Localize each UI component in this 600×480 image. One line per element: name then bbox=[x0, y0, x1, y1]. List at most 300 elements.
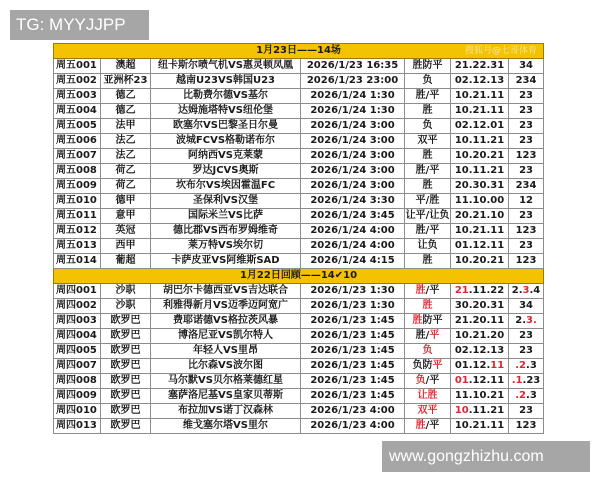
kickoff-time bbox=[301, 344, 405, 359]
goals-pick-goals-post: .3 bbox=[526, 390, 537, 401]
league-league: 意甲 bbox=[115, 210, 136, 221]
score-pick-score: 21.22.31 bbox=[454, 60, 505, 71]
pick bbox=[405, 149, 451, 164]
kickoff-time bbox=[301, 209, 405, 224]
goals-pick-goals-red0: .2 bbox=[515, 390, 527, 401]
section-title: 1月22日回顾——14✔10 bbox=[239, 270, 358, 281]
goals-pick bbox=[509, 344, 544, 359]
goals-pick-goals: 23 bbox=[519, 90, 533, 101]
league bbox=[101, 164, 151, 179]
pick-pick: 让负 bbox=[417, 240, 438, 251]
match-name bbox=[151, 104, 301, 119]
league bbox=[101, 59, 151, 74]
league-league: 葡超 bbox=[115, 255, 136, 266]
league-league: 西甲 bbox=[115, 240, 136, 251]
pick-pick: 负 bbox=[422, 75, 433, 86]
match-id bbox=[54, 404, 101, 419]
match-name bbox=[151, 149, 301, 164]
kickoff-time-time: 2026/1/24 3:30 bbox=[310, 195, 395, 206]
goals-pick bbox=[509, 209, 544, 224]
match-id-id: 周五012 bbox=[56, 225, 97, 236]
kickoff-time bbox=[301, 59, 405, 74]
match-id bbox=[54, 179, 101, 194]
kickoff-time-time: 2026/1/24 1:30 bbox=[310, 90, 395, 101]
score-pick-score: 20.30.31 bbox=[454, 180, 505, 191]
kickoff-time bbox=[301, 359, 405, 374]
match-name-match: 利雅得新月VS迈季迈阿宽广 bbox=[163, 300, 288, 311]
score-pick bbox=[451, 254, 509, 269]
score-pick bbox=[451, 179, 509, 194]
match-name-match: 费耶诺德VS格拉茨风暴 bbox=[173, 315, 278, 326]
pick bbox=[405, 359, 451, 374]
table-row bbox=[54, 89, 544, 104]
score-pick-score-red: 01 bbox=[454, 375, 469, 386]
match-name bbox=[151, 89, 301, 104]
score-pick bbox=[451, 239, 509, 254]
kickoff-time-time: 2026/1/24 4:00 bbox=[310, 240, 395, 251]
score-pick-score-rest: 10.21.11 bbox=[454, 420, 505, 431]
league-league: 法乙 bbox=[115, 150, 136, 161]
league bbox=[101, 254, 151, 269]
match-name-match: 坎布尔VS埃因霍温FC bbox=[175, 180, 276, 191]
match-id bbox=[54, 254, 101, 269]
match-name bbox=[151, 179, 301, 194]
league bbox=[101, 149, 151, 164]
kickoff-time bbox=[301, 419, 405, 434]
match-name-match: 卡萨皮亚VS阿维斯SAD bbox=[171, 255, 280, 266]
pick bbox=[405, 164, 451, 179]
goals-pick bbox=[509, 164, 544, 179]
kickoff-time bbox=[301, 314, 405, 329]
goals-pick-goals: 23 bbox=[519, 135, 533, 146]
league bbox=[101, 404, 151, 419]
pick-pick-red: 胜 bbox=[412, 315, 423, 326]
pick-pick: 让平/让负 bbox=[405, 210, 450, 221]
kickoff-time bbox=[301, 164, 405, 179]
table-row bbox=[54, 134, 544, 149]
score-pick bbox=[451, 59, 509, 74]
pick-pick-red: 胜 bbox=[415, 285, 426, 296]
kickoff-time-time: 2026/1/24 3:00 bbox=[310, 150, 395, 161]
score-pick bbox=[451, 299, 509, 314]
league bbox=[101, 224, 151, 239]
goals-pick-goals-post: .3 bbox=[526, 360, 537, 371]
score-pick-score: 01.12.11 bbox=[454, 240, 505, 251]
match-id-id: 周四008 bbox=[56, 375, 97, 386]
table-row bbox=[54, 59, 544, 74]
league-league: 德乙 bbox=[115, 105, 136, 116]
pick bbox=[405, 134, 451, 149]
pick bbox=[405, 194, 451, 209]
goals-pick bbox=[509, 119, 544, 134]
kickoff-time-time: 2026/1/23 16:35 bbox=[306, 60, 399, 71]
kickoff-time bbox=[301, 239, 405, 254]
table-row bbox=[54, 329, 544, 344]
league bbox=[101, 179, 151, 194]
match-id-id: 周四001 bbox=[56, 285, 97, 296]
score-pick-score: 10.21.11 bbox=[454, 90, 505, 101]
league bbox=[101, 104, 151, 119]
score-pick bbox=[451, 344, 509, 359]
pick-pick: 平/胜 bbox=[415, 195, 440, 206]
match-id bbox=[54, 164, 101, 179]
section-header-cell bbox=[54, 44, 544, 59]
goals-pick-goals: 23 bbox=[519, 165, 533, 176]
match-name bbox=[151, 329, 301, 344]
pick bbox=[405, 299, 451, 314]
goals-pick bbox=[509, 329, 544, 344]
league bbox=[101, 314, 151, 329]
league bbox=[101, 89, 151, 104]
league-league: 英冠 bbox=[115, 225, 136, 236]
league-league: 荷乙 bbox=[115, 180, 136, 191]
goals-pick bbox=[509, 359, 544, 374]
kickoff-time-time: 2026/1/23 1:30 bbox=[310, 285, 395, 296]
table-row bbox=[54, 224, 544, 239]
match-id-id: 周五014 bbox=[56, 255, 97, 266]
match-id-id: 周五008 bbox=[56, 165, 97, 176]
score-pick bbox=[451, 194, 509, 209]
kickoff-time bbox=[301, 284, 405, 299]
pick bbox=[405, 59, 451, 74]
score-pick-score-rest: 21.20.11 bbox=[454, 315, 505, 326]
goals-pick-goals: 234 bbox=[515, 180, 537, 191]
goals-pick-goals: 23 bbox=[519, 105, 533, 116]
score-pick-score-rest: 02.12.13 bbox=[454, 345, 505, 356]
kickoff-time-time: 2026/1/23 1:45 bbox=[310, 345, 395, 356]
goals-pick-goals: 123 bbox=[515, 150, 537, 161]
score-pick-score-rest: 10.21.20 bbox=[454, 330, 505, 341]
match-table bbox=[53, 43, 544, 434]
league bbox=[101, 134, 151, 149]
goals-pick-goals-post: .4 bbox=[529, 285, 541, 296]
goals-pick-goals: 234 bbox=[515, 75, 537, 86]
match-id bbox=[54, 74, 101, 89]
league bbox=[101, 209, 151, 224]
league bbox=[101, 299, 151, 314]
table-row bbox=[54, 194, 544, 209]
kickoff-time bbox=[301, 329, 405, 344]
pick-pick-red: 双平 bbox=[417, 405, 438, 416]
match-name bbox=[151, 299, 301, 314]
source-watermark: 搜狐号@七哥体育 bbox=[465, 46, 538, 56]
goals-pick bbox=[509, 239, 544, 254]
league-league: 欧罗巴 bbox=[110, 330, 141, 341]
league-league: 欧罗巴 bbox=[110, 390, 141, 401]
goals-pick-goals-red: 3. bbox=[526, 315, 537, 326]
score-pick-score-red: 21 bbox=[454, 285, 469, 296]
match-name-match: 胡巴尔卡德西亚VS吉达联合 bbox=[163, 285, 288, 296]
match-id bbox=[54, 374, 101, 389]
match-id-id: 周四009 bbox=[56, 390, 97, 401]
kickoff-time-time: 2026/1/24 4:00 bbox=[310, 225, 395, 236]
pick-pick: 胜 bbox=[422, 105, 433, 116]
section-title: 1月23日——14场 bbox=[256, 45, 341, 56]
goals-pick bbox=[509, 89, 544, 104]
match-name-match: 马尔默VS贝尔格莱德红星 bbox=[168, 375, 283, 386]
kickoff-time-time: 2026/1/24 3:00 bbox=[310, 180, 395, 191]
goals-pick-goals: 123 bbox=[515, 255, 537, 266]
match-name bbox=[151, 224, 301, 239]
match-id-id: 周四010 bbox=[56, 405, 97, 416]
pick-pick-rest: /平 bbox=[425, 285, 440, 296]
match-name bbox=[151, 344, 301, 359]
match-id-id: 周四005 bbox=[56, 345, 97, 356]
kickoff-time-time: 2026/1/23 1:45 bbox=[310, 375, 395, 386]
league-league: 法乙 bbox=[115, 135, 136, 146]
match-name-match: 圣保利VS汉堡 bbox=[193, 195, 258, 206]
league-league: 德乙 bbox=[115, 90, 136, 101]
table-row bbox=[54, 389, 544, 404]
table-row bbox=[54, 299, 544, 314]
league-league: 法甲 bbox=[115, 120, 136, 131]
table-row bbox=[54, 119, 544, 134]
match-name-match: 布拉加VS诺丁汉森林 bbox=[178, 405, 273, 416]
score-pick-score: 10.20.21 bbox=[454, 150, 505, 161]
match-id bbox=[54, 344, 101, 359]
goals-pick bbox=[509, 194, 544, 209]
match-name-match: 塞萨洛尼基VS皇家贝蒂斯 bbox=[168, 390, 283, 401]
kickoff-time-time: 2026/1/23 1:45 bbox=[310, 360, 395, 371]
goals-pick-goals: 23 bbox=[519, 240, 533, 251]
kickoff-time-time: 2026/1/24 3:00 bbox=[310, 120, 395, 131]
goals-pick-goals-red0: .1 bbox=[511, 375, 523, 386]
match-name bbox=[151, 239, 301, 254]
score-pick bbox=[451, 419, 509, 434]
goals-pick bbox=[509, 224, 544, 239]
match-id bbox=[54, 299, 101, 314]
pick bbox=[405, 89, 451, 104]
match-name-match: 越南U23VS韩国U23 bbox=[175, 75, 275, 86]
match-id-id: 周四007 bbox=[56, 360, 97, 371]
score-pick bbox=[451, 134, 509, 149]
match-id-id: 周五006 bbox=[56, 135, 97, 146]
match-id bbox=[54, 359, 101, 374]
match-name bbox=[151, 419, 301, 434]
kickoff-time-time: 2026/1/23 4:00 bbox=[310, 405, 395, 416]
match-id-id: 周五010 bbox=[56, 195, 97, 206]
pick-pick-red: 胜 bbox=[415, 420, 426, 431]
goals-pick bbox=[509, 149, 544, 164]
score-pick-score: 20.21.10 bbox=[454, 210, 505, 221]
table-row bbox=[54, 284, 544, 299]
match-id-id: 周五009 bbox=[56, 180, 97, 191]
score-pick bbox=[451, 329, 509, 344]
section-header-cell bbox=[54, 269, 544, 284]
match-id bbox=[54, 314, 101, 329]
score-pick bbox=[451, 104, 509, 119]
kickoff-time bbox=[301, 299, 405, 314]
match-name-match: 维戈塞尔塔VS里尔 bbox=[183, 420, 268, 431]
league bbox=[101, 419, 151, 434]
pick-pick: 胜 bbox=[422, 255, 433, 266]
match-id bbox=[54, 194, 101, 209]
goals-pick bbox=[509, 104, 544, 119]
match-id bbox=[54, 209, 101, 224]
goals-pick-goals: 23 bbox=[519, 120, 533, 131]
score-pick bbox=[451, 119, 509, 134]
match-name bbox=[151, 254, 301, 269]
goals-pick bbox=[509, 404, 544, 419]
score-pick-score: 10.11.21 bbox=[454, 165, 505, 176]
kickoff-time-time: 2026/1/23 1:45 bbox=[310, 315, 395, 326]
kickoff-time bbox=[301, 149, 405, 164]
score-pick-score: 10.21.11 bbox=[454, 105, 505, 116]
kickoff-time bbox=[301, 89, 405, 104]
match-name-match: 达姆施塔特VS纽伦堡 bbox=[178, 105, 273, 116]
goals-pick bbox=[509, 389, 544, 404]
score-pick-score-rest: .12.11 bbox=[468, 375, 505, 386]
goals-pick bbox=[509, 299, 544, 314]
pick-pick-pre: 负防 bbox=[412, 360, 433, 371]
match-name bbox=[151, 314, 301, 329]
match-id-id: 周五001 bbox=[56, 60, 97, 71]
score-pick bbox=[451, 224, 509, 239]
goals-pick bbox=[509, 59, 544, 74]
league-league: 欧罗巴 bbox=[110, 375, 141, 386]
goals-pick-goals-pre: 23 bbox=[519, 330, 533, 341]
kickoff-time bbox=[301, 254, 405, 269]
match-name-match: 阿纳西VS克莱蒙 bbox=[188, 150, 263, 161]
pick-pick-rest: /平 bbox=[425, 375, 440, 386]
score-pick-score: 10.20.21 bbox=[454, 255, 505, 266]
pick bbox=[405, 104, 451, 119]
match-name bbox=[151, 359, 301, 374]
match-id-id: 周五013 bbox=[56, 240, 97, 251]
goals-pick-goals-pre: 2. bbox=[515, 315, 527, 326]
goals-pick-goals-pre: 23 bbox=[519, 345, 533, 356]
pick-pick-rest: 防平 bbox=[422, 315, 443, 326]
table-row bbox=[54, 314, 544, 329]
goals-pick bbox=[509, 74, 544, 89]
score-pick bbox=[451, 74, 509, 89]
league bbox=[101, 74, 151, 89]
league bbox=[101, 329, 151, 344]
match-id-id: 周五007 bbox=[56, 150, 97, 161]
score-pick-score: 10.21.11 bbox=[454, 225, 505, 236]
league-league: 欧罗巴 bbox=[110, 315, 141, 326]
pick bbox=[405, 179, 451, 194]
match-name bbox=[151, 134, 301, 149]
kickoff-time-time: 2026/1/24 4:15 bbox=[310, 255, 395, 266]
pick bbox=[405, 254, 451, 269]
match-name bbox=[151, 194, 301, 209]
match-name bbox=[151, 209, 301, 224]
match-id-id: 周五004 bbox=[56, 105, 97, 116]
pick-pick: 负 bbox=[422, 120, 433, 131]
table-row bbox=[54, 374, 544, 389]
league-league: 欧罗巴 bbox=[110, 420, 141, 431]
goals-pick-goals: 23 bbox=[519, 210, 533, 221]
score-pick-score-rest: .11.22 bbox=[468, 285, 505, 296]
match-name bbox=[151, 389, 301, 404]
match-id-id: 周四004 bbox=[56, 330, 97, 341]
table-row bbox=[54, 74, 544, 89]
league-league: 沙职 bbox=[115, 285, 136, 296]
pick-pick-red: 负 bbox=[422, 345, 433, 356]
goals-pick-goals: 12 bbox=[519, 195, 533, 206]
kickoff-time-time: 2026/1/23 1:45 bbox=[310, 390, 395, 401]
pick bbox=[405, 374, 451, 389]
league bbox=[101, 344, 151, 359]
goals-pick-goals: 123 bbox=[515, 225, 537, 236]
match-id bbox=[54, 419, 101, 434]
kickoff-time-time: 2026/1/23 1:30 bbox=[310, 300, 395, 311]
match-id-id: 周五002 bbox=[56, 75, 97, 86]
match-id-id: 周四013 bbox=[56, 420, 97, 431]
match-id bbox=[54, 389, 101, 404]
match-id bbox=[54, 239, 101, 254]
score-pick-score: 11.10.00 bbox=[454, 195, 505, 206]
pick-pick-red: 负 bbox=[415, 375, 426, 386]
pick bbox=[405, 224, 451, 239]
match-name bbox=[151, 404, 301, 419]
pick-pick-rest: /平 bbox=[425, 420, 440, 431]
match-id bbox=[54, 149, 101, 164]
pick bbox=[405, 314, 451, 329]
match-name-match: 年轻人VS里昂 bbox=[193, 345, 258, 356]
kickoff-time bbox=[301, 194, 405, 209]
league-league: 欧罗巴 bbox=[110, 405, 141, 416]
league bbox=[101, 389, 151, 404]
table-row bbox=[54, 344, 544, 359]
kickoff-time bbox=[301, 224, 405, 239]
kickoff-time-time: 2026/1/23 1:45 bbox=[310, 330, 395, 341]
table-row bbox=[54, 404, 544, 419]
pick-pick: 胜防平 bbox=[412, 60, 443, 71]
pick-pick: 胜 bbox=[422, 180, 433, 191]
match-name-match: 博洛尼亚VS凯尔特人 bbox=[178, 330, 273, 341]
match-name bbox=[151, 164, 301, 179]
table-row bbox=[54, 254, 544, 269]
pick bbox=[405, 239, 451, 254]
table-row bbox=[54, 419, 544, 434]
score-pick-score-rest: .11.21 bbox=[468, 405, 505, 416]
score-pick-score: 02.12.01 bbox=[454, 120, 505, 131]
match-id-id: 周四002 bbox=[56, 300, 97, 311]
match-id bbox=[54, 134, 101, 149]
match-name-match: 莱万特VS埃尔切 bbox=[188, 240, 263, 251]
goals-pick-goals-pre: 123 bbox=[515, 420, 537, 431]
kickoff-time bbox=[301, 119, 405, 134]
goals-pick bbox=[509, 179, 544, 194]
pick bbox=[405, 344, 451, 359]
match-name-match: 德比郡VS西布罗姆维奇 bbox=[173, 225, 278, 236]
match-id bbox=[54, 224, 101, 239]
league bbox=[101, 284, 151, 299]
kickoff-time-time: 2026/1/23 23:00 bbox=[306, 75, 399, 86]
league-league: 澳超 bbox=[115, 60, 136, 71]
league bbox=[101, 194, 151, 209]
match-name-match: 比尔森VS波尔图 bbox=[188, 360, 263, 371]
goals-pick-goals-pre: 34 bbox=[519, 300, 533, 311]
match-id-id: 周五003 bbox=[56, 90, 97, 101]
score-pick bbox=[451, 314, 509, 329]
match-id bbox=[54, 329, 101, 344]
league bbox=[101, 374, 151, 389]
pick-pick: 胜/平 bbox=[415, 165, 440, 176]
kickoff-time bbox=[301, 374, 405, 389]
score-pick-score-red: 10 bbox=[454, 405, 469, 416]
match-name-match: 纽卡斯尔喷气机VS惠灵顿凤凰 bbox=[158, 60, 293, 71]
goals-pick-goals-post: .23 bbox=[522, 375, 541, 386]
match-name-match: 国际米兰VS比萨 bbox=[188, 210, 263, 221]
league-league: 德甲 bbox=[115, 195, 136, 206]
score-pick bbox=[451, 284, 509, 299]
goals-pick bbox=[509, 134, 544, 149]
league bbox=[101, 359, 151, 374]
league-league: 欧罗巴 bbox=[110, 345, 141, 356]
